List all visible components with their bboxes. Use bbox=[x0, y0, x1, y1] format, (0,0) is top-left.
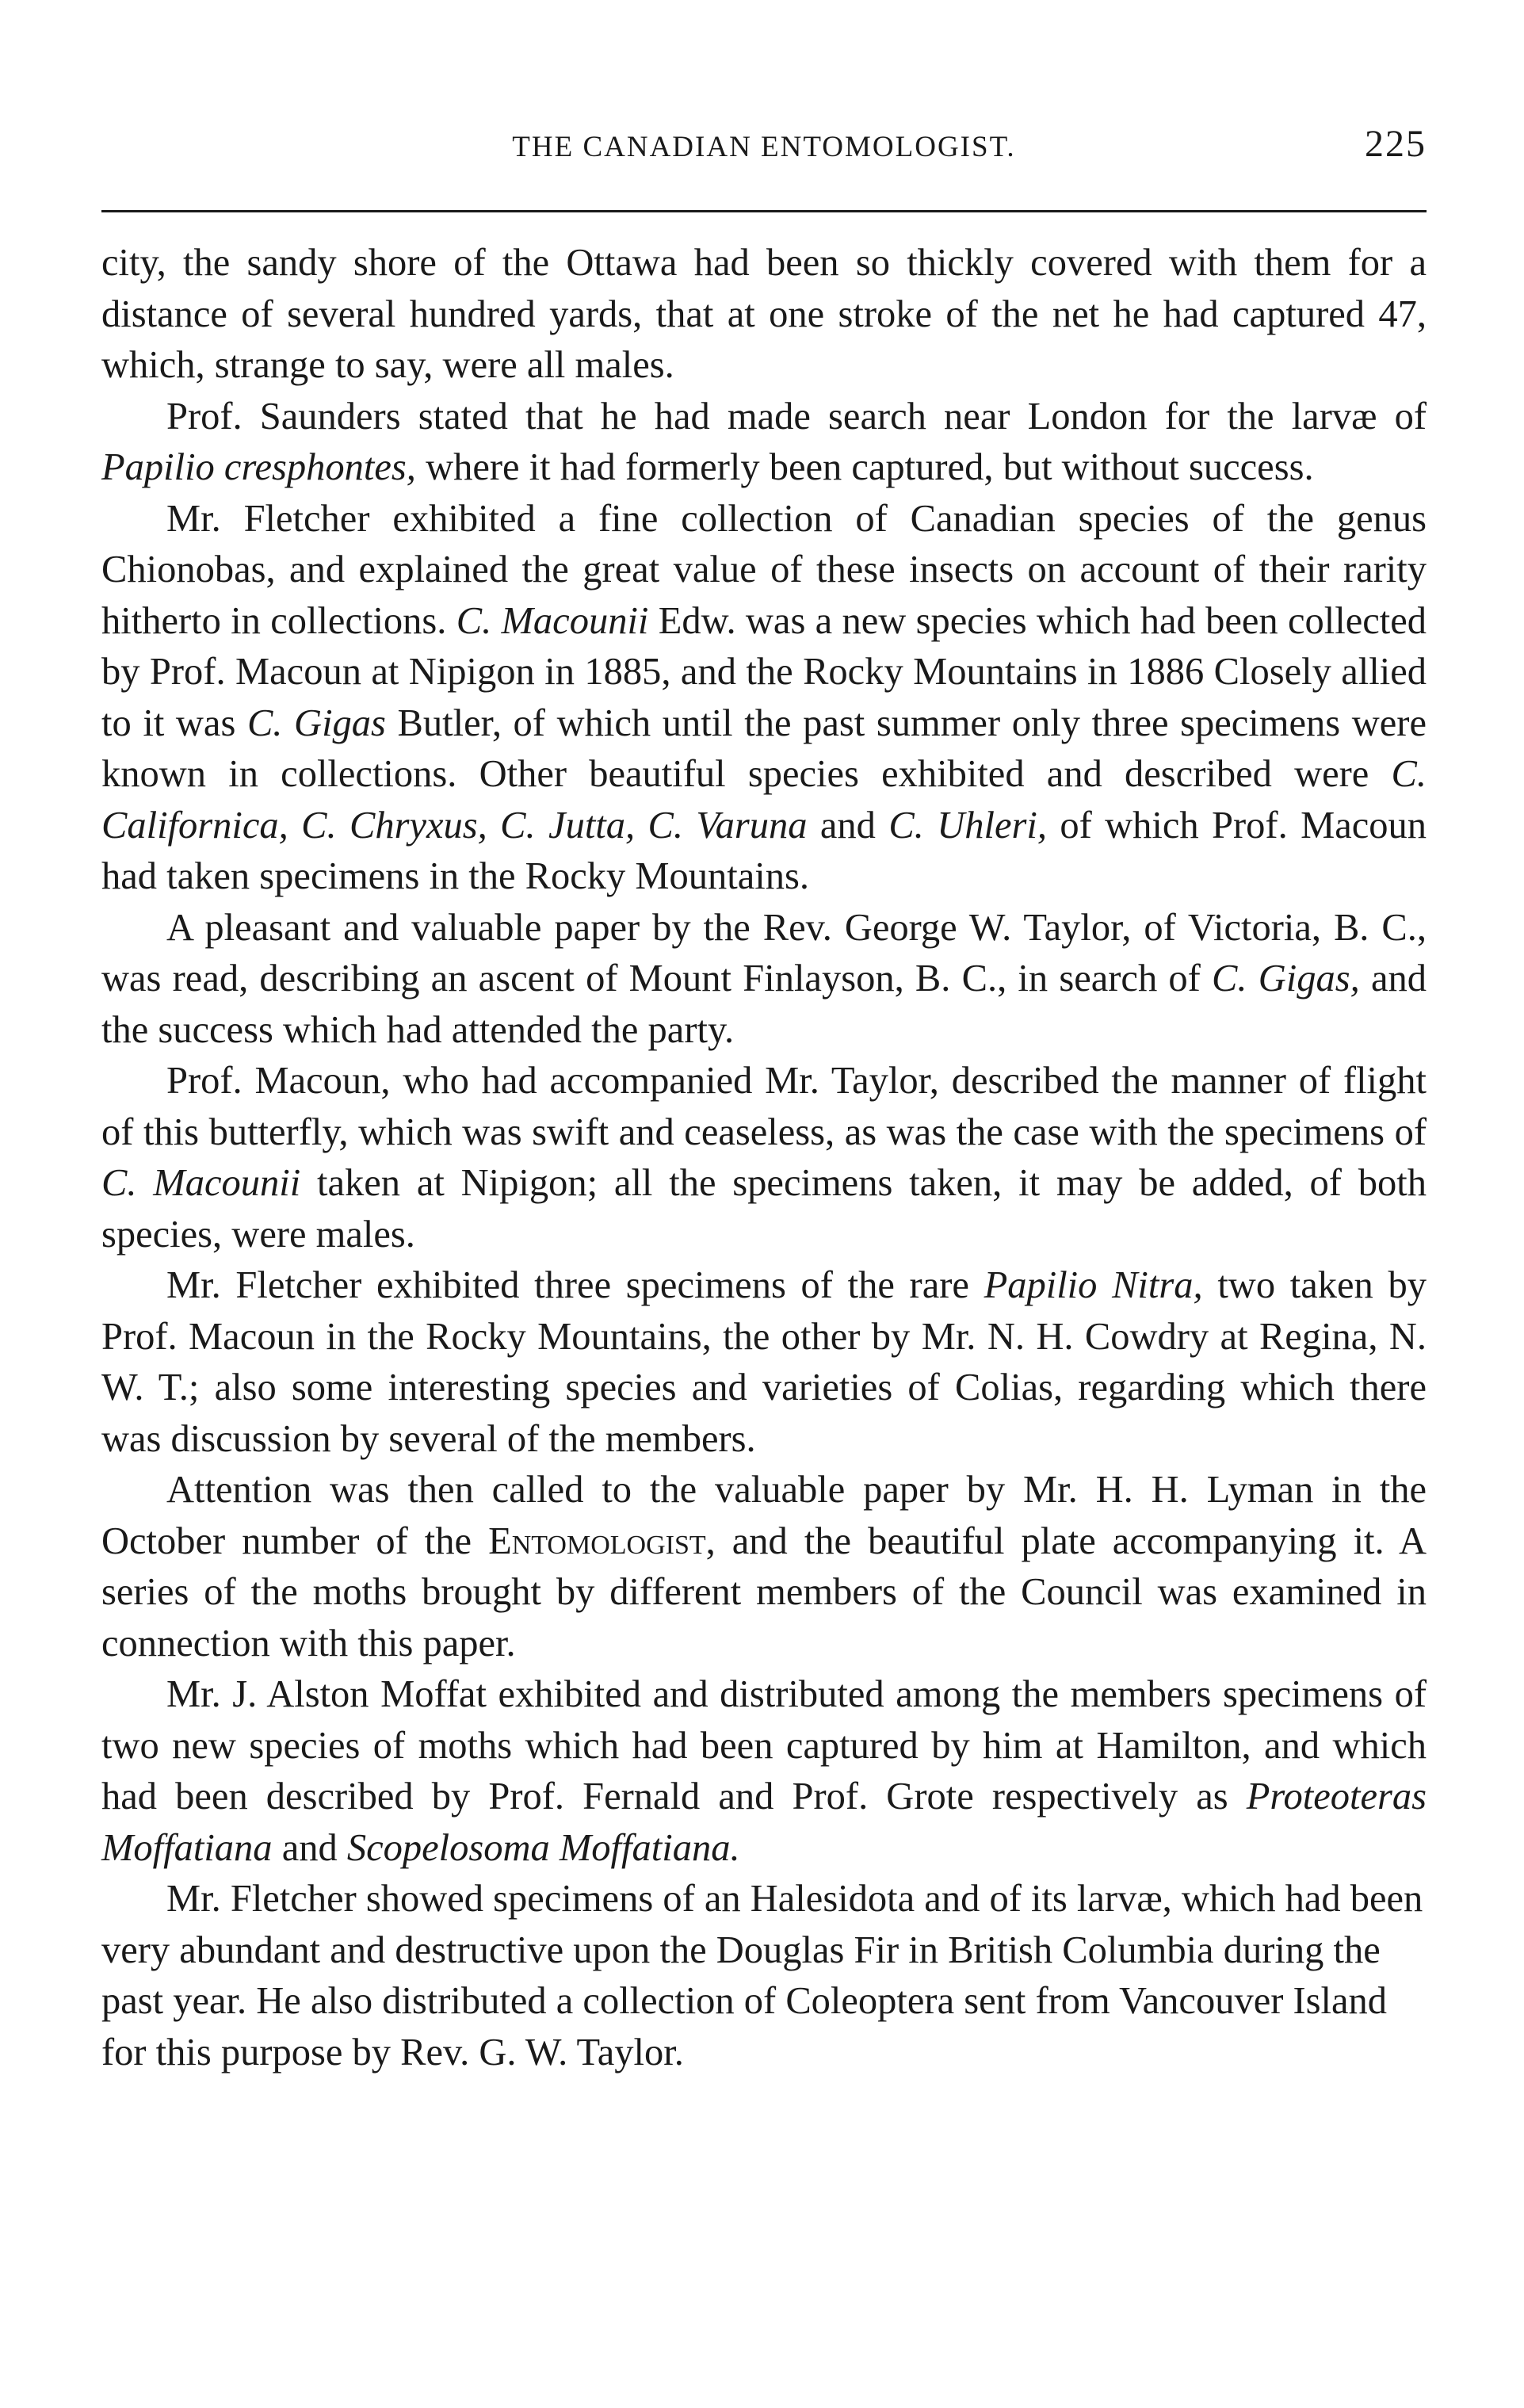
paragraph bbox=[101, 1056, 1427, 1260]
text-run: and bbox=[272, 1826, 347, 1869]
paragraph bbox=[101, 1260, 1427, 1465]
page-number: 225 bbox=[1365, 123, 1427, 165]
italic-species-name: C. Uhleri, bbox=[888, 804, 1047, 847]
text-run: taken at Nipigon; all the specimens taken, it may be added, of both species, were males. bbox=[101, 1162, 1427, 1256]
paragraph bbox=[101, 238, 1427, 392]
text-run: two taken by Prof. Macoun in the Rocky Mountains, the other by Mr. N. H. Cowdry at Regina, N. W. T.; also some interesting species and varieties of Colias, regarding which there was discussion by several of the members. bbox=[101, 1264, 1427, 1460]
journal-title: THE CANADIAN ENTOMOLOGIST. bbox=[512, 131, 1016, 163]
text-run: Attention was then called to the valuable paper by Mr. H. H. Lyman in the October number of the bbox=[101, 1469, 1427, 1562]
paragraph bbox=[101, 1874, 1427, 2078]
text-run: Prof. Saunders stated that he had made search near London for the larvæ of bbox=[166, 395, 1427, 438]
article-body bbox=[101, 238, 1427, 2078]
paragraph bbox=[101, 494, 1427, 903]
text-run: Mr. Fletcher exhibited three specimens of the rare bbox=[166, 1264, 984, 1306]
italic-species-name: Scopelosoma Moffatiana. bbox=[346, 1826, 740, 1869]
text-run: , and the beautiful plate accompanying it. A series of the moths brought by different members of the Council was examined in connection with this paper. bbox=[101, 1519, 1427, 1665]
italic-species-name: Papilio Nitra, bbox=[984, 1264, 1203, 1306]
text-run: of which Prof. Macoun had taken specimens in the Rocky Mountains. bbox=[101, 804, 1427, 897]
text-run: city, the sandy shore of the Ottawa had been so thickly covered with them for a distance of several hundred yards, that at one stroke of the net he had captured 47, which, strange to say, were all males. bbox=[101, 242, 1427, 386]
text-run: Mr. Fletcher showed specimens of an Halesidota and of its larvæ, which had been very abundant and destructive upon the Douglas Fir in British Columbia during the past year. He also distributed a collection of Coleoptera sent from Vancouver Island for this purpose by Rev. G. W. Taylor. bbox=[101, 1878, 1423, 2074]
paragraph bbox=[101, 903, 1427, 1057]
header-rule bbox=[101, 210, 1427, 212]
text-run: Butler, of which until the past summer only three specimens were known in collections. Other beautiful species exhibited and described were bbox=[101, 701, 1427, 795]
italic-species-name: C. Gigas, bbox=[1212, 957, 1360, 1000]
text-run: where it had formerly been captured, but without success. bbox=[415, 446, 1314, 488]
italic-species-name: C. Macounii bbox=[101, 1162, 301, 1204]
text-run: Mr. Fletcher exhibited a fine collection of Canadian species of the genus Chionobas, and explained the great value of these insects on account of their rarity hitherto in collections. bbox=[101, 497, 1427, 642]
text-run: Mr. J. Alston Moffat exhibited and distributed among the members specimens of two new species of moths which had been captured by him at Hamilton, and which had been described by Prof. Fernald and Prof. Grote respectively as bbox=[101, 1673, 1427, 1817]
small-caps-text: Entomologist bbox=[488, 1519, 706, 1562]
text-run: A pleasant and valuable paper by the Rev. George W. Taylor, of Victoria, B. C., was read, describing an ascent of Mount Finlayson, B. C., in search of bbox=[101, 906, 1427, 1000]
running-head bbox=[101, 119, 1427, 174]
italic-species-name: C. Californica, C. Chryxus, C. Jutta, C. Varuna bbox=[101, 753, 1427, 847]
italic-species-name: Papilio cresphontes, bbox=[101, 446, 416, 488]
italic-species-name: Proteoteras Moffatiana bbox=[101, 1775, 1427, 1869]
text-run: and bbox=[807, 804, 889, 847]
text-run: and the success which had attended the party. bbox=[101, 957, 1427, 1051]
paragraph bbox=[101, 1465, 1427, 1669]
text-run: Edw. was a new species which had been collected by Prof. Macoun at Nipigon in 1885, and the Rocky Mountains in 1886 Closely allied to it was bbox=[101, 599, 1427, 744]
text-run: Prof. Macoun, who had accompanied Mr. Taylor, described the manner of flight of this butterfly, which was swift and ceaseless, as was the case with the specimens of bbox=[101, 1060, 1427, 1153]
italic-species-name: C. Macounii bbox=[456, 599, 649, 642]
paragraph bbox=[101, 392, 1427, 494]
italic-species-name: C. Gigas bbox=[246, 701, 386, 744]
paragraph bbox=[101, 1669, 1427, 1874]
